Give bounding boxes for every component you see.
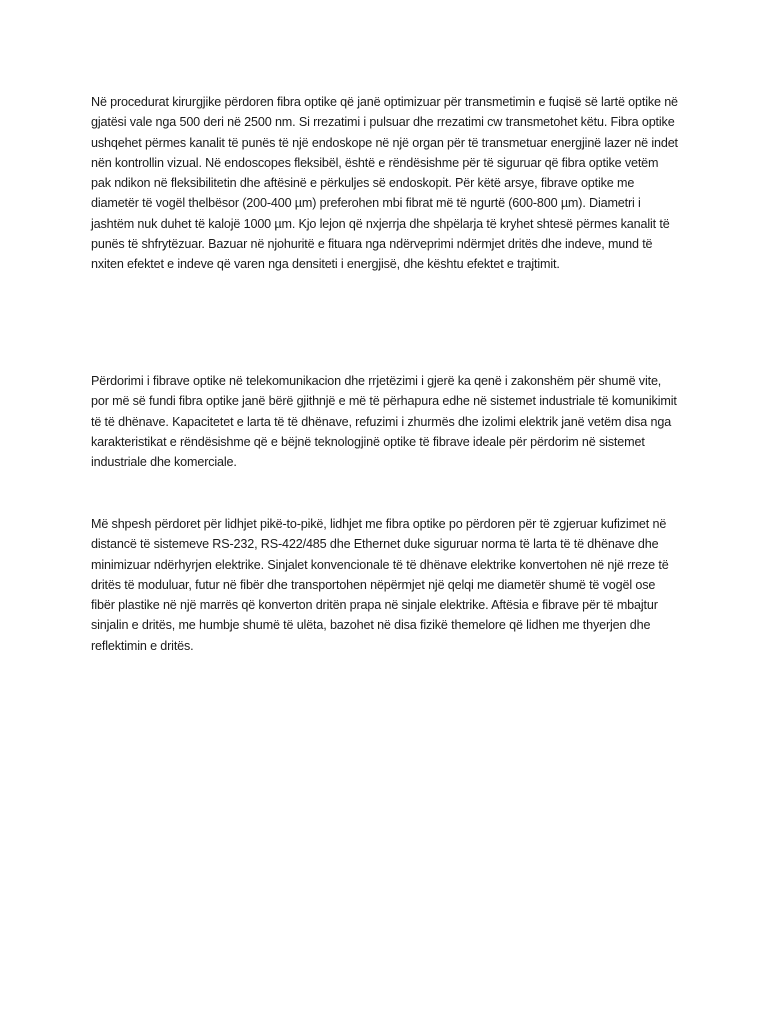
- paragraph-surgical-fiber: Në procedurat kirurgjike përdoren fibra optike që janë optimizuar për transmetimin e fuqisë së lartë optike në gjatësi vale nga 500 deri në 2500 nm. Si rrezatimi i pulsuar dhe rrezatimi cw transmetohet këtu. Fibra optike ushqehet përmes kanalit të punës të një endoskope në një organ për të transmetuar energjinë lazer në indet nën kontrollin vizual. Në endoscopes fleksibël, është e rëndësishme për të siguruar që fibra optike vetëm pak ndikon në fleksibilitetin dhe aftësinë e përkuljes së endoskopit. Për këtë arsye, fibrave optike me diametër të vogël thelbësor (200-400 µm) preferohen mbi fibrat më të ngurtë (600-800 µm). Diametri i jashtëm nuk duhet të kalojë 1000 µm. Kjo lejon që nxjerrja dhe shpëlarja të kryhet shtesë përmes kanalit të punës të shfrytëzuar. Bazuar në njohuritë e fituara nga ndërveprimi ndërmjet dritës dhe indeve, mund të nxiten efektet e indeve që varen nga densiteti i energjisë, dhe kështu efektet e trajtimit.: [91, 95, 678, 272]
- paragraph-telecom-fiber: Përdorimi i fibrave optike në telekomunikacion dhe rrjetëzimi i gjerë ka qenë i zakonshëm për shumë vite, por më së fundi fibra optike janë bërë gjithnjë e më të përhapura edhe në sistemet industriale të komunikimit të të dhënave. Kapacitetet e larta të të dhënave, refuzimi i zhurmës dhe izolimi elektrik janë vetëm disa nga karakteristikat e rëndësishme që e bëjnë teknologjinë optike të fibrave ideale për përdorim në sistemet industriale dhe komerciale.: [91, 374, 677, 470]
- paragraph-point-to-point: Më shpesh përdoret për lidhjet pikë-to-pikë, lidhjet me fibra optike po përdoren për të zgjeruar kufizimet në distancë të sistemeve RS-232, RS-422/485 dhe Ethernet duke siguruar norma të larta të të dhënave dhe minimizuar ndërhyrjen elektrike. Sinjalet konvencionale të të dhënave elektrike konvertohen në një rreze të dritës të moduluar, futur në fibër dhe transportohen nëpërmjet një qelqi me diametër shumë të vogël ose fibër plastike në një marrës që konverton dritën prapa në sinjale elektrike. Aftësia e fibrave për të mbajtur sinjalin e dritës, me humbje shumë të ulëta, bazohet në disa fizikë themelore që lidhen me thyerjen dhe reflektimin e dritës.: [91, 517, 669, 653]
